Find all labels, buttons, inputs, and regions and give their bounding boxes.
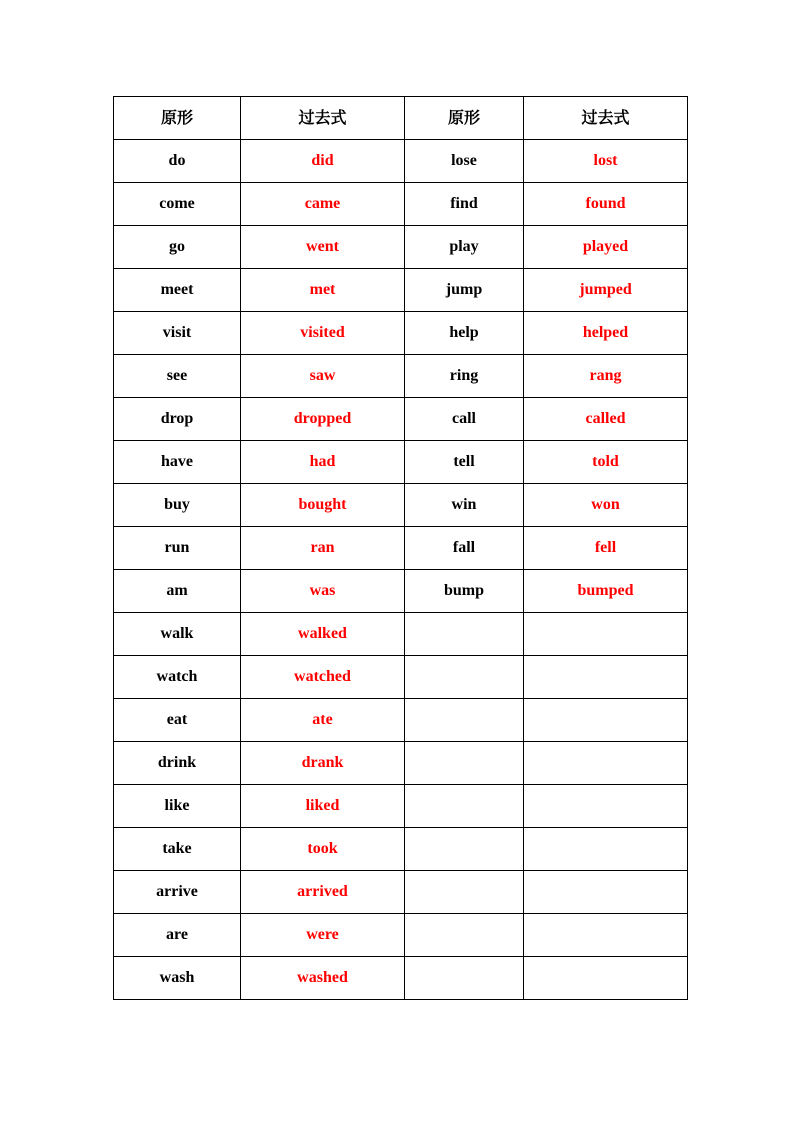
cell-empty: [524, 699, 688, 742]
cell-base-form: see: [114, 355, 241, 398]
cell-past-form: came: [241, 183, 405, 226]
table-row: [114, 355, 688, 398]
cell-base-form: take: [114, 828, 241, 871]
cell-past-form: jumped: [524, 269, 688, 312]
table-row: [114, 140, 688, 183]
cell-empty: [524, 742, 688, 785]
cell-base-form: like: [114, 785, 241, 828]
cell-past-form: visited: [241, 312, 405, 355]
cell-past-form: met: [241, 269, 405, 312]
cell-past-form: fell: [524, 527, 688, 570]
cell-empty: [524, 914, 688, 957]
column-header-past-1: 过去式: [241, 97, 405, 140]
cell-past-form: did: [241, 140, 405, 183]
cell-base-form: come: [114, 183, 241, 226]
table-row: [114, 957, 688, 1000]
table-row: [114, 742, 688, 785]
cell-base-form: have: [114, 441, 241, 484]
cell-base-form: do: [114, 140, 241, 183]
cell-base-form: drink: [114, 742, 241, 785]
cell-past-form: bought: [241, 484, 405, 527]
cell-empty: [405, 656, 524, 699]
verb-table-container: [113, 96, 687, 1000]
column-header-base-2: 原形: [405, 97, 524, 140]
cell-past-form: lost: [524, 140, 688, 183]
cell-base-form: find: [405, 183, 524, 226]
column-header-base-1: 原形: [114, 97, 241, 140]
cell-empty: [405, 914, 524, 957]
table-row: [114, 699, 688, 742]
cell-base-form: play: [405, 226, 524, 269]
cell-past-form: told: [524, 441, 688, 484]
cell-base-form: jump: [405, 269, 524, 312]
cell-empty: [405, 785, 524, 828]
cell-past-form: was: [241, 570, 405, 613]
table-row: [114, 570, 688, 613]
cell-empty: [524, 613, 688, 656]
cell-base-form: meet: [114, 269, 241, 312]
cell-base-form: walk: [114, 613, 241, 656]
cell-empty: [405, 871, 524, 914]
cell-past-form: were: [241, 914, 405, 957]
table-row: [114, 226, 688, 269]
cell-past-form: bumped: [524, 570, 688, 613]
cell-base-form: ring: [405, 355, 524, 398]
cell-empty: [405, 613, 524, 656]
cell-past-form: found: [524, 183, 688, 226]
cell-empty: [405, 699, 524, 742]
table-row: [114, 527, 688, 570]
verb-table: [113, 96, 688, 1000]
table-row: [114, 828, 688, 871]
cell-past-form: watched: [241, 656, 405, 699]
table-row: [114, 613, 688, 656]
cell-base-form: bump: [405, 570, 524, 613]
table-header-row: [114, 97, 688, 140]
table-row: [114, 183, 688, 226]
cell-base-form: visit: [114, 312, 241, 355]
cell-base-form: call: [405, 398, 524, 441]
cell-past-form: ran: [241, 527, 405, 570]
table-row: [114, 441, 688, 484]
cell-empty: [524, 656, 688, 699]
cell-base-form: win: [405, 484, 524, 527]
cell-base-form: wash: [114, 957, 241, 1000]
cell-base-form: lose: [405, 140, 524, 183]
cell-base-form: eat: [114, 699, 241, 742]
cell-empty: [405, 828, 524, 871]
cell-empty: [524, 957, 688, 1000]
cell-past-form: walked: [241, 613, 405, 656]
cell-base-form: run: [114, 527, 241, 570]
cell-past-form: drank: [241, 742, 405, 785]
cell-past-form: took: [241, 828, 405, 871]
cell-past-form: had: [241, 441, 405, 484]
cell-past-form: saw: [241, 355, 405, 398]
cell-base-form: fall: [405, 527, 524, 570]
cell-past-form: washed: [241, 957, 405, 1000]
table-row: [114, 269, 688, 312]
cell-base-form: drop: [114, 398, 241, 441]
cell-past-form: played: [524, 226, 688, 269]
cell-base-form: go: [114, 226, 241, 269]
cell-past-form: dropped: [241, 398, 405, 441]
cell-past-form: arrived: [241, 871, 405, 914]
table-row: [114, 785, 688, 828]
cell-empty: [405, 742, 524, 785]
table-row: [114, 484, 688, 527]
cell-empty: [524, 828, 688, 871]
table-row: [114, 871, 688, 914]
cell-past-form: won: [524, 484, 688, 527]
cell-base-form: arrive: [114, 871, 241, 914]
cell-empty: [524, 785, 688, 828]
cell-past-form: ate: [241, 699, 405, 742]
cell-base-form: am: [114, 570, 241, 613]
cell-base-form: buy: [114, 484, 241, 527]
table-row: [114, 914, 688, 957]
cell-empty: [524, 871, 688, 914]
cell-empty: [405, 957, 524, 1000]
table-row: [114, 312, 688, 355]
cell-past-form: liked: [241, 785, 405, 828]
cell-base-form: tell: [405, 441, 524, 484]
cell-past-form: called: [524, 398, 688, 441]
cell-past-form: rang: [524, 355, 688, 398]
table-row: [114, 398, 688, 441]
column-header-past-2: 过去式: [524, 97, 688, 140]
cell-past-form: went: [241, 226, 405, 269]
cell-base-form: help: [405, 312, 524, 355]
cell-base-form: watch: [114, 656, 241, 699]
cell-base-form: are: [114, 914, 241, 957]
cell-past-form: helped: [524, 312, 688, 355]
table-row: [114, 656, 688, 699]
